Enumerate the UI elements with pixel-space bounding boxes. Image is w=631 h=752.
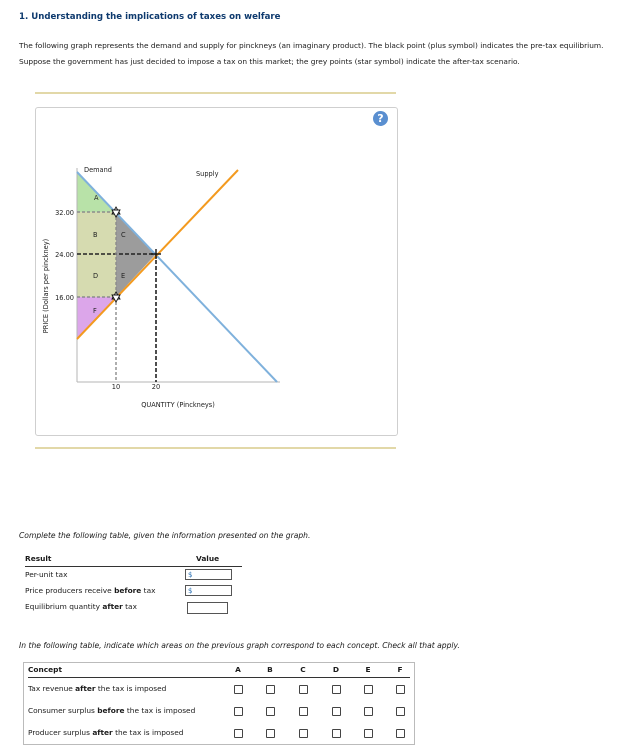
table-row [28, 700, 410, 722]
per-unit-tax-input[interactable]: $ [185, 569, 232, 580]
row-label: Equilibrium quantity after tax [25, 602, 137, 611]
producer-price-input[interactable]: $ [185, 585, 232, 596]
table-row [25, 599, 242, 615]
column-header-e: E [365, 665, 371, 674]
checkbox-consumer-surplus-e[interactable] [364, 707, 373, 716]
checkbox-tax-revenue-f[interactable] [396, 685, 405, 694]
y-tick-label: 24.00 [55, 251, 74, 259]
value-header: Value [196, 554, 220, 563]
quantity-after-tax-input[interactable] [187, 602, 228, 614]
area-label-b: B [93, 231, 98, 239]
checkbox-consumer-surplus-b[interactable] [266, 707, 275, 716]
checkbox-tax-revenue-b[interactable] [266, 685, 275, 694]
checkbox-consumer-surplus-a[interactable] [234, 707, 243, 716]
divider-top [35, 92, 396, 94]
area-label-d: D [93, 272, 99, 280]
help-icon[interactable]: ? [373, 111, 388, 126]
column-header-b: B [267, 665, 273, 674]
column-header-d: D [332, 665, 340, 674]
checkbox-tax-revenue-d[interactable] [332, 685, 341, 694]
checkbox-producer-surplus-d[interactable] [332, 729, 341, 738]
checkbox-producer-surplus-a[interactable] [234, 729, 243, 738]
row-label: Price producers receive before tax [25, 586, 156, 595]
concept-table-header [28, 663, 410, 678]
checkbox-consumer-surplus-c[interactable] [299, 707, 308, 716]
concept-label-producer-surplus: Producer surplus after the tax is imposed [28, 728, 184, 737]
x-tick-label: 20 [151, 383, 161, 391]
checkbox-producer-surplus-c[interactable] [299, 729, 308, 738]
checkbox-tax-revenue-e[interactable] [364, 685, 373, 694]
column-header-a: A [235, 665, 241, 674]
x-axis-label: QUANTITY (Pinckneys) [141, 401, 215, 409]
table1-instruction: Complete the following table, given the information presented on the graph. [19, 531, 311, 540]
question-intro: The following graph represents the demand and supply for pinckneys (an imaginary product). The black point (plus symbol) indicates the pre-tax equilibrium. Suppose the government has just decided to impose a tax on this market; the grey points (star symbol) indicate the after-tax scenario. [19, 41, 604, 66]
result-header: Result [25, 554, 52, 563]
y-axis-label: PRICE (Dollars per pinckney) [42, 238, 50, 334]
area-label-f: F [93, 307, 97, 315]
concept-table [23, 662, 415, 745]
area-label-c: C [121, 231, 126, 239]
supply-label: Supply [196, 170, 219, 178]
welfare-graph [36, 108, 397, 435]
y-tick-label: 32.00 [55, 209, 74, 217]
checkbox-consumer-surplus-d[interactable] [332, 707, 341, 716]
divider-bottom [35, 447, 396, 449]
checkbox-producer-surplus-b[interactable] [266, 729, 275, 738]
column-header-c: C [300, 665, 306, 674]
checkbox-producer-surplus-f[interactable] [396, 729, 405, 738]
area-label-e: E [121, 272, 126, 280]
y-tick-label: 16.00 [55, 294, 74, 302]
graph-panel [35, 107, 398, 436]
x-tick-label: 10 [111, 383, 121, 391]
concept-header: Concept [28, 665, 62, 674]
result-table [25, 554, 242, 615]
checkbox-producer-surplus-e[interactable] [364, 729, 373, 738]
demand-label: Demand [84, 166, 112, 174]
question-title: 1. Understanding the implications of taxes on welfare [19, 12, 281, 22]
concept-label-tax-revenue: Tax revenue after the tax is imposed [28, 684, 167, 693]
column-header-f: F [397, 665, 403, 674]
table-row [28, 722, 410, 744]
table-row [25, 567, 242, 583]
checkbox-consumer-surplus-f[interactable] [396, 707, 405, 716]
result-table-header [25, 554, 242, 567]
row-label: Per-unit tax [25, 570, 68, 579]
table-row [28, 678, 410, 700]
concept-label-consumer-surplus: Consumer surplus before the tax is imposed [28, 706, 196, 715]
area-label-a: A [94, 194, 99, 202]
table-row [25, 583, 242, 599]
checkbox-tax-revenue-c[interactable] [299, 685, 308, 694]
table2-instruction: In the following table, indicate which areas on the previous graph correspond to each concept. Check all that apply. [19, 641, 460, 650]
checkbox-tax-revenue-a[interactable] [234, 685, 243, 694]
